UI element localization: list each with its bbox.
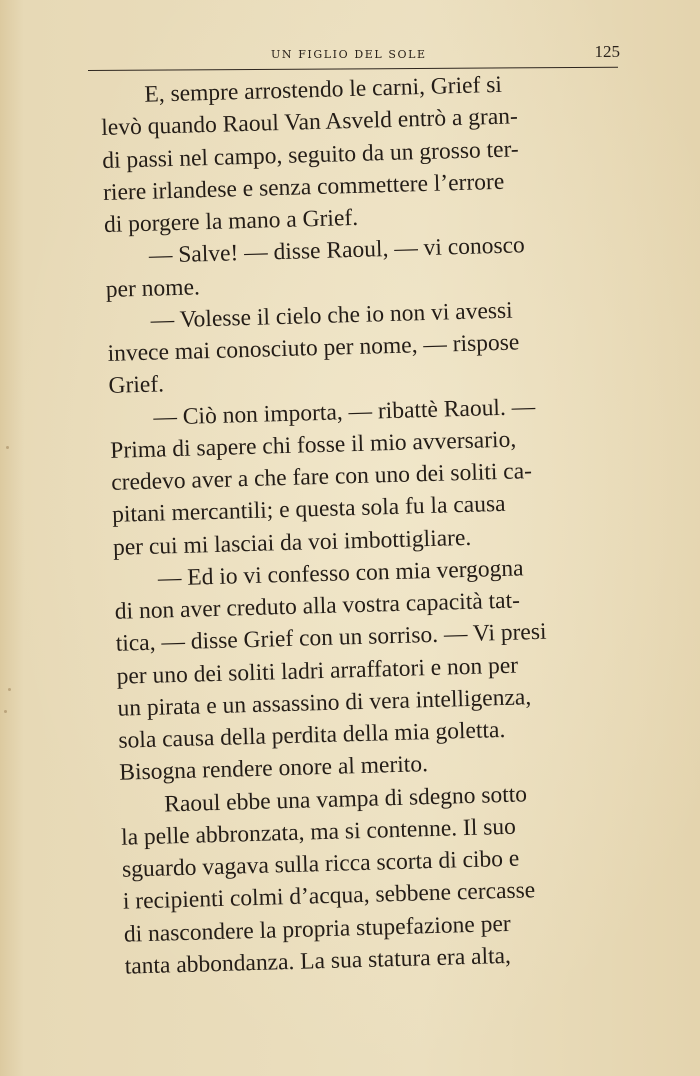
paper-speck [4,710,7,713]
text-line: la pelle abbronzata, ma si contenne. Il suo [120,813,517,851]
text-line: Grief. [108,371,165,400]
body-text [100,65,653,982]
text-line: E, sempre arrostendo le carni, Grief si [144,71,503,108]
text-line: Raoul ebbe una vampa di sdegno sotto [163,780,528,817]
paper-speck [8,688,11,691]
text-line: i recipienti colmi d’acqua, sebbene cercasse [122,877,536,915]
text-line: di non aver creduto alla vostra capacità tat- [114,587,521,625]
page-header [88,36,620,66]
text-line: levò quando Raoul Van Asveld entrò a gran- [100,103,519,142]
text-line: per nome. [105,273,201,303]
text-line: per uno dei soliti ladri arraffatori e non per [116,652,519,690]
text-line: credevo aver a che fare con uno dei soliti ca- [110,458,533,496]
text-line: di nascondere la propria stupefazione per [123,910,512,948]
text-line: invece mai conosciuto per nome, — rispose [107,329,520,367]
text-line: tanta abbondanza. La sua statura era alta, [124,942,512,980]
text-line: riere irlandese e senza commettere l’errore [102,168,505,206]
text-line: tica, — disse Grief con un sorriso. — Vi presi [115,619,547,658]
text-line: sguardo vagava sulla ricca scorta di cibo e [121,845,520,883]
page-number: 125 [594,42,620,61]
text-line: — Ed io vi confesso con mia vergogna [157,555,524,592]
text-line: — Volesse il cielo che io non vi avessi [150,297,513,334]
text-line: un pirata e un assassino di vera intelligenza, [117,683,532,722]
paper-speck [6,446,9,449]
text-line: — Salve! — disse Raoul, — vi conosco [148,232,526,269]
text-line: di passi nel campo, seguito da un grosso ter- [101,135,520,174]
text-line: Bisogna rendere onore al merito. [118,751,429,786]
text-line: per cui mi lasciai da voi imbottigliare. [112,524,472,561]
text-line: — Ciò non importa, — ribattè Raoul. — [153,393,536,431]
text-line: sola causa della perdita della mia goletta. [118,716,506,754]
text-line: di porgere la mano a Grief. [103,204,359,238]
text-line: pitani mercantili; e questa sola fu la causa [111,491,506,529]
running-title: UN FIGLIO DEL SOLE [271,48,427,61]
text-line: Prima di sapere chi fosse il mio avversario, [109,426,517,464]
